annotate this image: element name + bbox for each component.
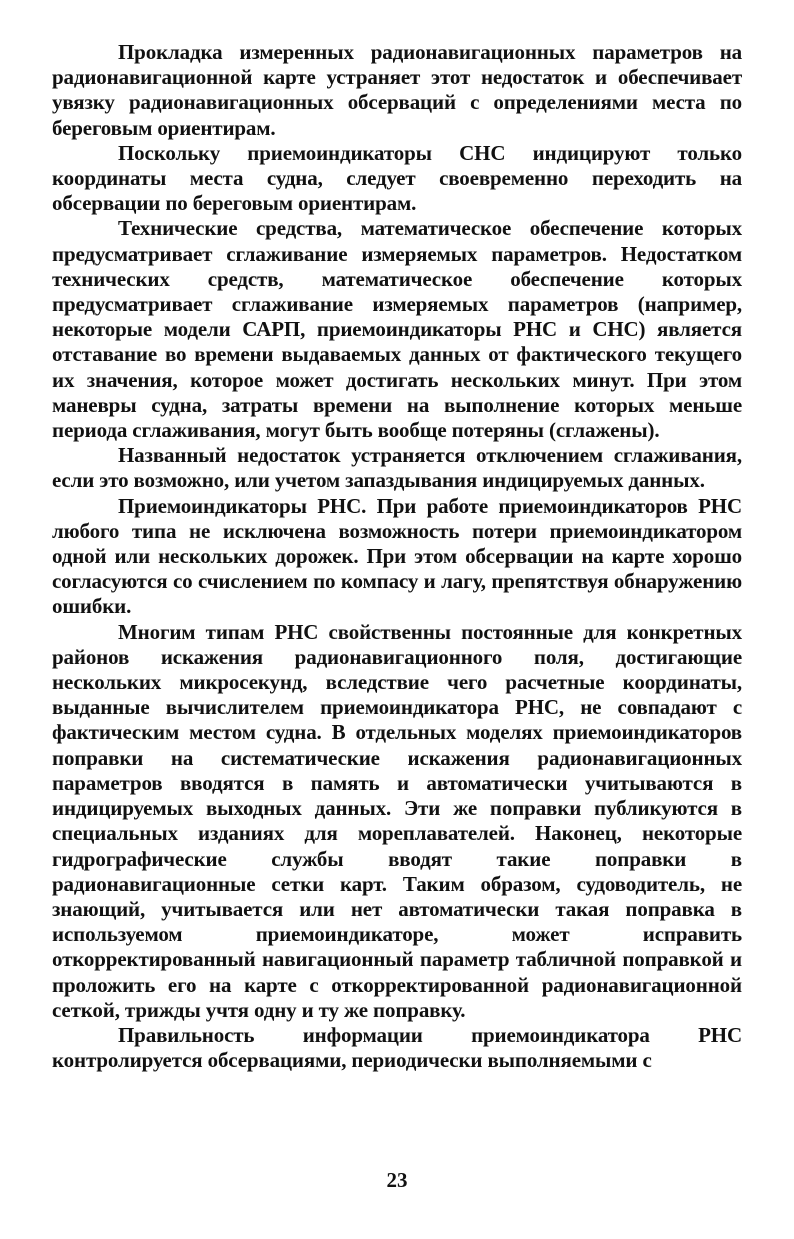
paragraph-text: Названный недостаток устраняется отключением сглаживания, если это возможно, или учетом запаздывания индицируемых данных. [52,443,742,493]
paragraph-information-control [52,1023,742,1073]
page-number: 23 [386,1168,408,1192]
paragraph-heading: Технические средства, математическое обеспечение которых предусматривает сглаживание измеряемых параметров. [52,216,742,266]
paragraph-heading: Приемоиндикаторы РНС. [118,493,367,518]
paragraph-rns-receivers [52,494,742,620]
paragraph-text: Поскольку приемоиндикаторы СНС индицируют только координаты места судна, следует своевременно переходить на обсервации по береговым ориентирам. [52,140,742,216]
paragraph-chart-plotting [52,40,742,141]
paragraph-text: При работе приемоиндикаторов РНС любого типа не исключена возможность потери приемоиндикатором одной или нескольких дорожек. При этом обсервации на карте хорошо согласуются со счислением по компасу и лагу, препятствуя обнаружению ошибки. [52,493,742,619]
paragraph-text: Недостатком технических средств, математическое обеспечение которых предусматривает сглаживание измеряемых параметров (например, некоторые модели САРП, приемоиндикаторы РНС и СНС) является отставание во времени выдаваемых данных от фактического текущего их значения, которое может достигать нескольких минут. При этом маневры судна, затраты времени на выполнение которых меньше периода сглаживания, могут быть вообще потеряны (сглажены). [52,241,742,443]
paragraph-text: Многим типам РНС свойственны постоянные для конкретных районов искажения радионавигационного поля, достигающие нескольких микросекунд, вследствие чего расчетные координаты, выданные вычислителем приемоиндикатора РНС, не совпадают с фактическим местом судна. В отдельных моделях приемоиндикаторов поправки на систематические искажения радионавигационных параметров вводятся в память и автоматически учитываются в индицируемых выходных данных. Эти же поправки публикуются в специальных изданиях для мореплавателей. Наконец, некоторые гидрографические службы вводят такие поправки в радионавигационные сетки карт. Таким образом, судоводитель, не знающий, учитывается или нет автоматически такая поправка в используемом приемоиндикаторе, может исправить откорректированный навигационный параметр табличной поправкой и проложить его на карте с откорректированной радионавигационной сеткой, трижды учтя одну и ту же поправку. [52,619,742,1022]
paragraph-text: Правильность информации приемоиндикатора РНС контролируется обсервациями, периодически выполняемыми с [52,1022,742,1073]
paragraph-field-distortions [52,620,742,1023]
paragraph-smoothing-means [52,216,742,443]
paragraph-delay-remedy [52,443,742,493]
document-page [52,40,742,1190]
paragraph-text: Прокладка измеренных радионавигационных параметров на радионавигационной карте устраняет этот недостаток и обеспечивает увязку радионавигационных обсерваций с определениями места по береговым ориентирам. [52,40,742,140]
paragraph-sns-receivers [52,141,742,217]
